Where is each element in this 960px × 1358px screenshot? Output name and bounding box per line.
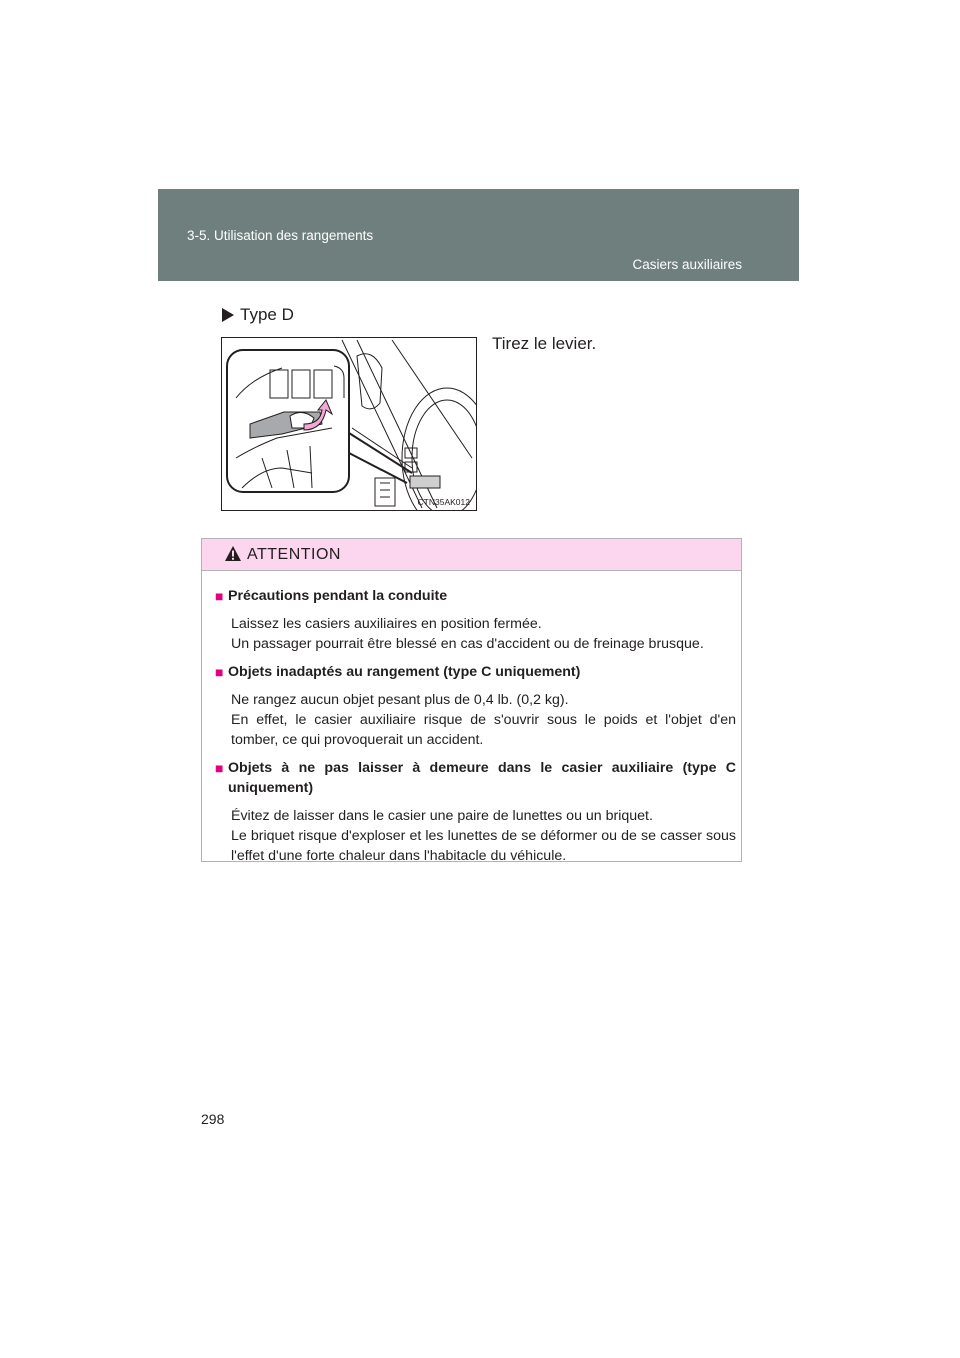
warning-icon [224, 545, 242, 562]
square-bullet-icon: ■ [215, 588, 224, 604]
warning-item-line: Ne rangez aucun objet pesant plus de 0,4 lb. (0,2 kg). [231, 692, 569, 708]
warning-item-line: Laissez les casiers auxiliaires en position fermée. [231, 616, 542, 632]
warning-title: ATTENTION [247, 546, 341, 563]
instruction-text: Tirez le levier. [492, 334, 597, 353]
page-number: 298 [201, 1111, 225, 1127]
warning-item [215, 586, 736, 654]
type-label [222, 305, 294, 325]
warning-item-line: En effet, le casier auxiliaire risque de s'ouvrir sous le poids et l'objet d'en tomber, ce qui provoquerait un accident. [231, 712, 736, 748]
square-bullet-icon: ■ [215, 664, 224, 680]
warning-header [202, 539, 741, 571]
figure-code: CTN35AK012 [417, 497, 470, 507]
page-header [158, 189, 799, 281]
warning-item-heading: Objets inadaptés au rangement (type C uniquement) [228, 664, 581, 680]
warning-item-heading: Objets à ne pas laisser à demeure dans le casier auxiliaire (type C uniquement) [228, 760, 736, 796]
type-label-text: Type D [240, 305, 294, 324]
warning-item-heading: Précautions pendant la conduite [228, 588, 448, 604]
warning-item-line: Un passager pourrait être blessé en cas d'accident ou de freinage brusque. [231, 636, 704, 652]
dashboard-drawing [222, 338, 477, 511]
square-bullet-icon: ■ [215, 760, 224, 776]
warning-body [215, 586, 736, 866]
section-title: 3-5. Utilisation des rangements [187, 228, 374, 243]
warning-item-line: Le briquet risque d'exploser et les lunettes de se déformer ou de se casser sous l'effet d'une forte chaleur dans l'habitacle du véhicule. [231, 828, 736, 864]
warning-item [215, 758, 736, 866]
dashboard-illustration [221, 337, 477, 511]
warning-item [215, 662, 736, 750]
warning-box [201, 538, 742, 862]
page-subtitle: Casiers auxiliaires [632, 257, 742, 272]
triangle-right-icon [222, 308, 234, 322]
warning-item-line: Évitez de laisser dans le casier une paire de lunettes ou un briquet. [231, 808, 653, 824]
